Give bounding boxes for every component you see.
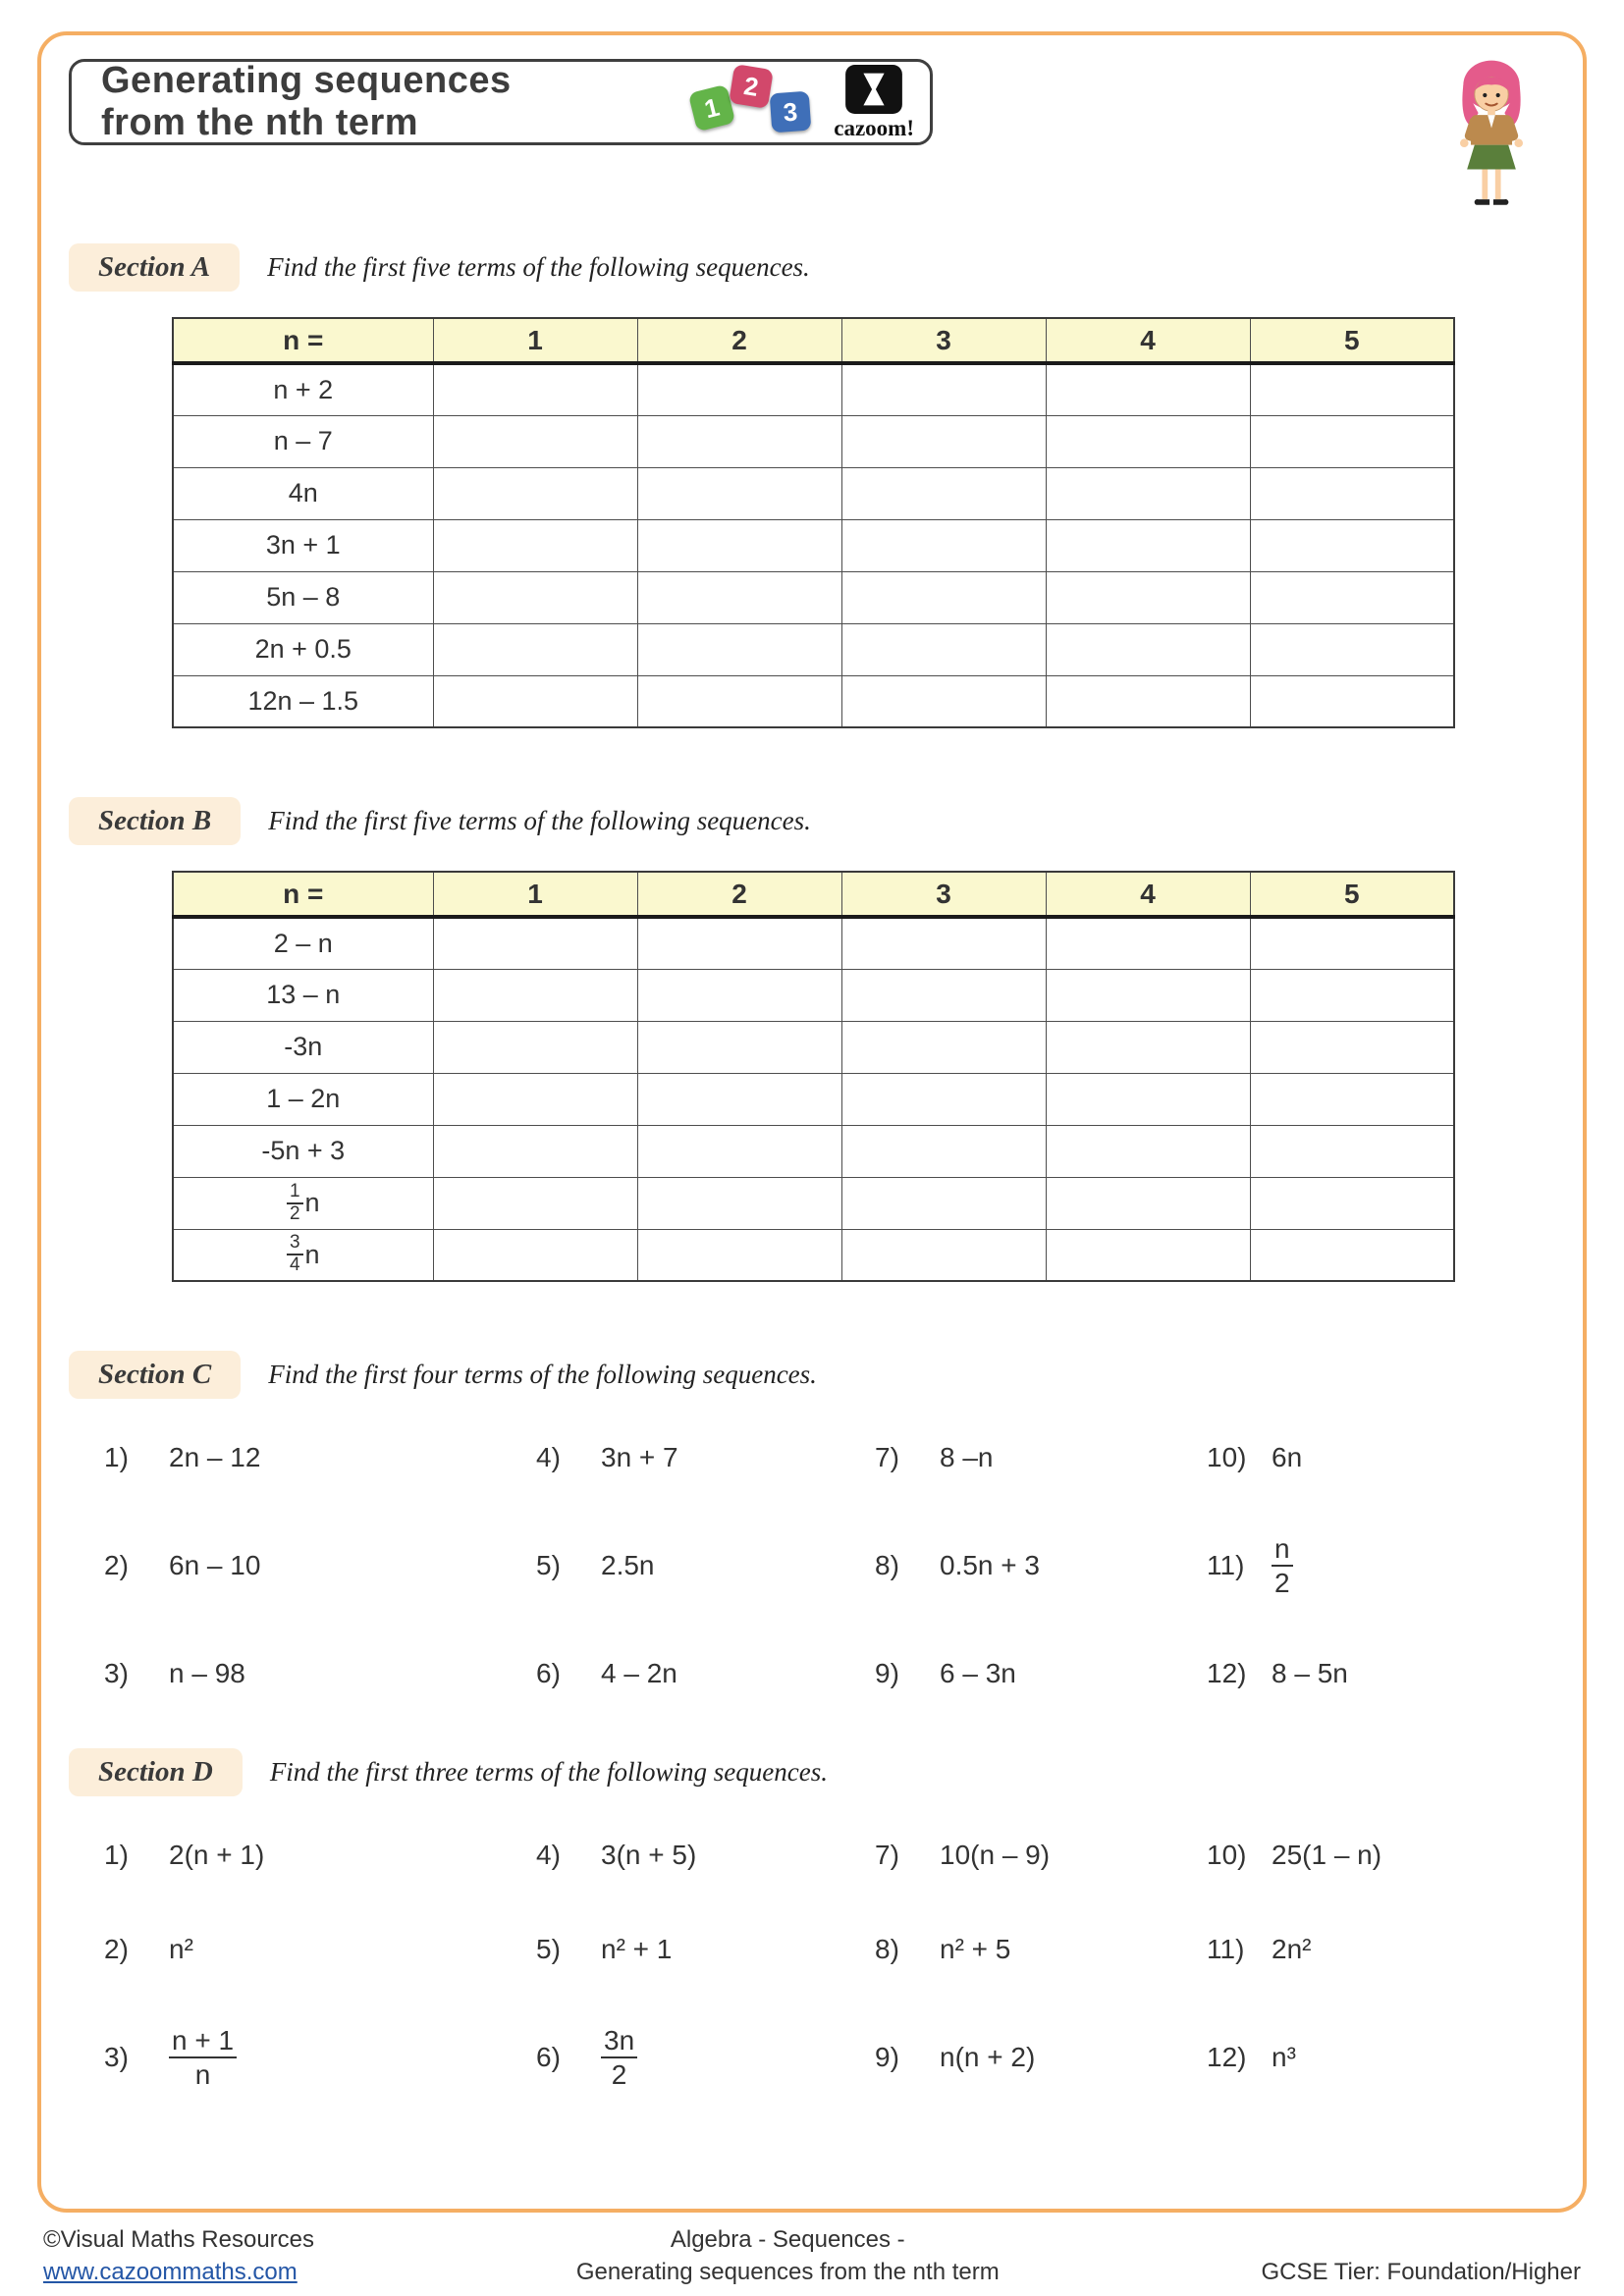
section-a-instruction: Find the first five terms of the following sequences. — [267, 252, 810, 282]
answer-cell — [637, 969, 841, 1021]
problem-c-6: 6) 4 – 2n — [536, 1658, 677, 1689]
header — [69, 59, 1555, 145]
answer-cell — [637, 363, 841, 415]
copyright-text: ©Visual Maths Resources — [43, 2226, 315, 2254]
answer-cell — [433, 917, 637, 969]
table-b-header-4: 4 — [1046, 872, 1250, 917]
answer-cell — [1046, 571, 1250, 623]
answer-cell — [1046, 1073, 1250, 1125]
table-row — [173, 623, 1454, 675]
answer-cell — [433, 1125, 637, 1177]
problem-d-10: 10) 25(1 – n) — [1207, 1840, 1382, 1871]
answer-cell — [433, 415, 637, 467]
problem-d-3: 3) $\frac{n + 1}{n}$ — [104, 2024, 536, 2091]
footer-center — [576, 2224, 1000, 2288]
answer-cell — [1046, 1229, 1250, 1281]
nth-rule-label-fraction: $\frac{1}{2}$ n — [173, 1177, 433, 1229]
answer-cell — [637, 519, 841, 571]
nth-rule-label: 4n — [173, 467, 433, 519]
answer-cell — [433, 1229, 637, 1281]
answer-cell — [841, 969, 1046, 1021]
nth-rule-label: n + 2 — [173, 363, 433, 415]
fraction: $\frac{3n}{2}$ — [601, 2024, 637, 2091]
section-b-header — [69, 797, 1555, 845]
fraction: $\frac{n + 1}{n}$ — [169, 2024, 237, 2091]
table-row — [173, 917, 1454, 969]
answer-cell — [841, 1073, 1046, 1125]
answer-cell — [1250, 363, 1454, 415]
section-c-header — [69, 1351, 1555, 1399]
answer-cell — [1046, 1177, 1250, 1229]
answer-cell — [841, 1177, 1046, 1229]
answer-cell — [637, 571, 841, 623]
table-row — [173, 1125, 1454, 1177]
answer-cell — [841, 623, 1046, 675]
table-row — [173, 1229, 1454, 1281]
answer-cell — [1250, 519, 1454, 571]
table-a-header-2: 2 — [637, 318, 841, 363]
section-d-label: Section D — [69, 1748, 243, 1796]
answer-cell — [1250, 467, 1454, 519]
table-row — [173, 571, 1454, 623]
answer-cell — [1046, 1125, 1250, 1177]
answer-cell — [841, 1229, 1046, 1281]
section-c-label: Section C — [69, 1351, 241, 1399]
answer-cell — [1250, 1073, 1454, 1125]
fraction: $\frac{n}{2}$ — [1272, 1532, 1293, 1599]
answer-cell — [433, 571, 637, 623]
cazoom-logo — [834, 64, 914, 141]
table-row — [173, 1021, 1454, 1073]
problem-c-12: 12) 8 – 5n — [1207, 1658, 1348, 1689]
fraction: $\frac{3}{4}$ — [287, 1233, 303, 1276]
table-a-header-n: n = — [173, 318, 433, 363]
footer-subtopic-line: Generating sequences from the nth term — [575, 2258, 1000, 2285]
problem-d-8: 8) n² + 5 — [875, 1934, 1011, 1965]
nth-rule-label: 2 – n — [173, 917, 433, 969]
answer-cell — [841, 917, 1046, 969]
problem-c-7: 7) 8 –n — [875, 1442, 994, 1472]
answer-cell — [1046, 623, 1250, 675]
problem-c-3: 3) n – 98 — [104, 1658, 245, 1689]
answer-cell — [1046, 917, 1250, 969]
answer-cell — [1250, 1177, 1454, 1229]
section-d-header — [69, 1748, 1555, 1796]
number-tile-2-icon: 2 — [729, 64, 774, 109]
answer-cell — [841, 1125, 1046, 1177]
answer-cell — [1250, 917, 1454, 969]
table-a-header-row — [173, 318, 1454, 363]
footer — [43, 2224, 1581, 2288]
table-row — [173, 675, 1454, 727]
answer-cell — [1250, 969, 1454, 1021]
table-row — [173, 519, 1454, 571]
nth-rule-label-fraction: $\frac{3}{4}$ n — [173, 1229, 433, 1281]
section-a-header — [69, 243, 1555, 292]
problem-c-10: 10) 6n — [1207, 1442, 1303, 1472]
answer-cell — [637, 917, 841, 969]
answer-cell — [637, 467, 841, 519]
answer-cell — [1250, 623, 1454, 675]
answer-cell — [637, 415, 841, 467]
number-tile-1-icon: 1 — [688, 84, 735, 132]
answer-cell — [1250, 1229, 1454, 1281]
problem-d-11: 11) 2n² — [1207, 1934, 1312, 1965]
answer-cell — [637, 675, 841, 727]
answer-cell — [433, 467, 637, 519]
answer-cell — [1046, 415, 1250, 467]
table-b-header-n: n = — [173, 872, 433, 917]
answer-cell — [1250, 1125, 1454, 1177]
answer-cell — [841, 415, 1046, 467]
problem-c-8: 8) 0.5n + 3 — [875, 1550, 1040, 1581]
table-row — [173, 363, 1454, 415]
cazoom-logo-text: cazoom! — [834, 115, 914, 140]
nth-rule-label: 12n – 1.5 — [173, 675, 433, 727]
number-tiles-icon — [692, 65, 818, 139]
answer-cell — [1046, 363, 1250, 415]
table-a-header-3: 3 — [841, 318, 1046, 363]
problem-d-1: 1) 2(n + 1) — [104, 1840, 265, 1871]
fraction: $\frac{1}{2}$ — [287, 1182, 303, 1225]
answer-cell — [433, 363, 637, 415]
problem-c-11: 11) $\frac{n}{2}$ — [1207, 1532, 1555, 1599]
table-a-header-5: 5 — [1250, 318, 1454, 363]
section-d-instruction: Find the first three terms of the following sequences. — [269, 1757, 828, 1788]
problem-d-12: 12) n³ — [1207, 2042, 1296, 2073]
problem-d-7: 7) 10(n – 9) — [875, 1840, 1051, 1871]
section-b-instruction: Find the first five terms of the following sequences. — [268, 806, 811, 835]
problem-c-1: 1) 2n – 12 — [104, 1442, 261, 1472]
nth-rule-label: 5n – 8 — [173, 571, 433, 623]
answer-cell — [637, 1021, 841, 1073]
section-d-problems — [104, 1836, 1555, 2091]
section-c-instruction: Find the first four terms of the following sequences. — [268, 1360, 817, 1389]
answer-cell — [433, 1177, 637, 1229]
answer-cell — [1046, 969, 1250, 1021]
table-row — [173, 467, 1454, 519]
answer-cell — [433, 623, 637, 675]
footer-topic-line: Algebra - Sequences - — [670, 2226, 905, 2254]
table-row — [173, 1177, 1454, 1229]
answer-cell — [1046, 467, 1250, 519]
answer-cell — [637, 1125, 841, 1177]
nth-rule-label: n – 7 — [173, 415, 433, 467]
table-row — [173, 1073, 1454, 1125]
nth-rule-label: -3n — [173, 1021, 433, 1073]
title-line-1: Generating sequences — [101, 60, 512, 102]
problem-c-5: 5) 2.5n — [536, 1550, 655, 1581]
section-b-label: Section B — [69, 797, 241, 845]
footer-left — [43, 2224, 314, 2288]
answer-cell — [841, 363, 1046, 415]
answer-cell — [433, 1021, 637, 1073]
answer-cell — [637, 1073, 841, 1125]
table-row — [173, 969, 1454, 1021]
title-box — [69, 59, 933, 145]
nth-rule-label: 13 – n — [173, 969, 433, 1021]
page-border-frame — [37, 31, 1587, 2213]
nth-rule-label: 2n + 0.5 — [173, 623, 433, 675]
gcse-tier-text: GCSE Tier: Foundation/Higher — [1261, 2258, 1581, 2285]
section-a-label: Section A — [69, 243, 240, 292]
answer-cell — [1250, 675, 1454, 727]
nth-rule-label: 3n + 1 — [173, 519, 433, 571]
answer-cell — [1046, 1021, 1250, 1073]
problem-c-2: 2) 6n – 10 — [104, 1550, 261, 1581]
answer-cell — [841, 571, 1046, 623]
problem-d-9: 9) n(n + 2) — [875, 2042, 1036, 2073]
answer-cell — [841, 519, 1046, 571]
answer-cell — [841, 675, 1046, 727]
title-line-2: from the nth term — [101, 102, 419, 143]
answer-cell — [433, 675, 637, 727]
problem-d-5: 5) n² + 1 — [536, 1934, 673, 1965]
answer-cell — [841, 1021, 1046, 1073]
table-a-header-4: 4 — [1046, 318, 1250, 363]
table-a-header-1: 1 — [433, 318, 637, 363]
worksheet-title — [101, 60, 692, 143]
nth-rule-label: 1 – 2n — [173, 1073, 433, 1125]
answer-cell — [637, 623, 841, 675]
number-tile-3-icon: 3 — [770, 91, 812, 133]
girl-illustration — [1434, 53, 1549, 222]
problem-d-6: 6) $\frac{3n}{2}$ — [536, 2024, 875, 2091]
answer-cell — [841, 467, 1046, 519]
table-b-header-3: 3 — [841, 872, 1046, 917]
section-c-problems — [104, 1438, 1555, 1693]
website-link[interactable]: www.cazoommaths.com — [43, 2258, 298, 2285]
sequence-table-b — [172, 871, 1455, 1282]
answer-cell — [1250, 415, 1454, 467]
table-b-header-row — [173, 872, 1454, 917]
answer-cell — [433, 519, 637, 571]
nth-rule-label: -5n + 3 — [173, 1125, 433, 1177]
problem-d-4: 4) 3(n + 5) — [536, 1840, 697, 1871]
answer-cell — [637, 1229, 841, 1281]
answer-cell — [1046, 675, 1250, 727]
table-row — [173, 415, 1454, 467]
problem-c-4: 4) 3n + 7 — [536, 1442, 678, 1472]
cazoom-logo-icon — [844, 64, 903, 115]
problem-c-9: 9) 6 – 3n — [875, 1658, 1016, 1689]
problem-d-2: 2) n² — [104, 1934, 193, 1965]
table-b-header-2: 2 — [637, 872, 841, 917]
answer-cell — [433, 969, 637, 1021]
table-b-header-5: 5 — [1250, 872, 1454, 917]
answer-cell — [433, 1073, 637, 1125]
answer-cell — [1046, 519, 1250, 571]
answer-cell — [1250, 1021, 1454, 1073]
header-icons — [692, 64, 914, 141]
sequence-table-a — [172, 317, 1455, 728]
answer-cell — [1250, 571, 1454, 623]
answer-cell — [637, 1177, 841, 1229]
table-b-header-1: 1 — [433, 872, 637, 917]
